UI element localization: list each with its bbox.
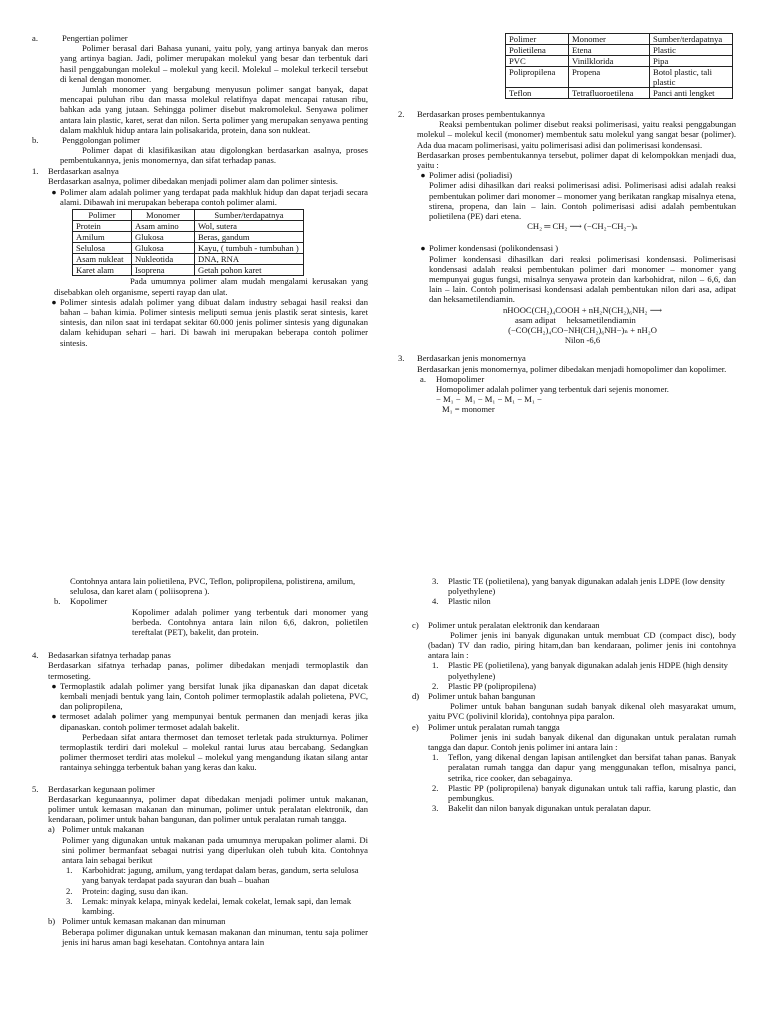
bottom-left-column bbox=[32, 576, 368, 948]
polimer-adisi-paragraph: Polimer adisi dihasilkan dari reaksi polimerisasi adisi. Polimerisasi adisi adalah reaksi pembentukan polimer dari monomer – monomer yang berikatan rangkap misalnya etena, stirena, propena, dan lain – lain. Contoh polimerisasi adisi adalah pembentukan polietilena (PE) dari etena. bbox=[429, 180, 736, 222]
table-cell: Glukosa bbox=[132, 243, 195, 254]
bullet-icon: ● bbox=[420, 243, 426, 254]
section-3-paragraph: Berdasarkan jenis monomernya, polimer dibedakan menjadi homopolimer dan kopolimer. bbox=[417, 363, 727, 374]
section-4-title: Bedasarkan sifatnya terhadap panas bbox=[48, 650, 171, 661]
table-cell: PVC bbox=[506, 56, 569, 67]
table-row bbox=[73, 221, 304, 232]
table-row bbox=[73, 243, 304, 254]
list-item bbox=[432, 576, 736, 596]
list-item-number: 3. bbox=[432, 803, 439, 814]
list-item-text: Lemak: minyak kelapa, minyak kedelai, lemak cokelat, lemak sapi, dan lemak kambing. bbox=[82, 895, 352, 917]
bullet-polimer-kondensasi-title: Polimer kondensasi (polikondensasi ) bbox=[429, 243, 559, 254]
table-row bbox=[73, 232, 304, 243]
list-item-text: Plastic PE (polietilena), yang banyak digunakan adalah jenis HDPE (high density polyethylene) bbox=[448, 660, 728, 681]
section-5-title: Berdasarkan kegunaan polimer bbox=[48, 783, 155, 794]
bullet-termoplastik-text: Termoplastik adalah polimer yang bersifat lunak jika dipanaskan dan dapat dicetak kembali menjadi bentuk yang lain, Contoh polimer termoplastik adalah polietena, PVC, dan polipropilena, bbox=[60, 680, 368, 712]
bullet-polimer-adisi bbox=[417, 170, 736, 180]
bullet-icon: ● bbox=[420, 170, 426, 181]
elektronik-title: Polimer untuk peralatan elektronik dan kendaraan bbox=[428, 619, 600, 630]
section-4-label: 4. bbox=[32, 650, 39, 661]
table-cell: Protein bbox=[73, 221, 132, 232]
list-item-number: 3. bbox=[66, 895, 73, 906]
list-item bbox=[428, 681, 736, 691]
section-2-paragraph-1: Reaksi pembentukan polimer disebut reaksi polimerisasi, yaitu reaksi penggabungan molekul – molekul kecil (monomer) membentuk satu molekul yang sangat besar (polimer). Ada dua macam polimerisasi, yaitu polimerisasi adisi dan polimerisasi kondensasi. bbox=[417, 119, 736, 150]
section-1-title: Berdasarkan asalnya bbox=[48, 165, 119, 176]
kemasan-label: b) bbox=[48, 916, 56, 927]
makanan-paragraph: Polimer yang digunakan untuk makanan pada umumnya merupakan polimer alami. Di sini polimer bermanfaat sebagai nutrisi yang diperlukan oleh tubuh kita. Contohnya antara lain sebagai berikut bbox=[62, 834, 368, 866]
section-4-paragraph: Berdasarkan sifatnya terhadap panas, polimer dibedakan menjadi termoplastik dan termoseting. bbox=[48, 660, 368, 681]
table-cell: Kayu, ( tumbuh - tumbuhan ) bbox=[195, 243, 304, 254]
table-header-row bbox=[73, 210, 304, 221]
table-cell: Tetrafluoroetilena bbox=[569, 88, 650, 99]
kopolimer-heading bbox=[32, 596, 368, 606]
bottom-right-column bbox=[412, 576, 736, 813]
section-a-title: Pengertian polimer bbox=[62, 33, 128, 43]
list-item-text: Plastic TE (polietilena), yang banyak digunakan adalah jenis LDPE (low density polyethylene) bbox=[448, 576, 725, 597]
section-a-paragraph-2: Jumlah monomer yang bergabung menyusun polimer sangat banyak, dapat mencapai puluhan ribu dan massa molekul relatifnya dapat mencapai ratusan ribu, bahkan ada yang jutaan. Sehingga polimer disebut makromolekul. Senyawa polimer antara lain plastic, karet, serat dan nilon. Serta polimer yang merupakan senyawa penting dalam makhluk hidup antara lain polisakarida, protein, dana son nukleat. bbox=[60, 84, 368, 135]
list-item-number: 1. bbox=[432, 752, 439, 763]
bangunan-paragraph: Polimer untuk bahan bangunan sudah banyak dikenal oleh masyarakat umum, yaitu PVC (polivinil klorida), contohnya pipa paralon. bbox=[428, 701, 736, 722]
table-header-cell: Sumber/terdapatnya bbox=[650, 34, 733, 45]
elektronik-paragraph: Polimer jenis ini banyak digunakan untuk membuat CD (compact disc), body (badan) TV dan radio, piring hitam,dan ban kendaraan, polimer jenis ini contohnya antara lain : bbox=[428, 629, 736, 661]
list-item bbox=[62, 886, 368, 896]
table-cell: Vinilklorida bbox=[569, 56, 650, 67]
elektronik-heading bbox=[412, 620, 736, 630]
list-item-number: 1. bbox=[432, 660, 439, 671]
bullet-termoplastik bbox=[48, 681, 368, 712]
homopolimer-title: Homopolimer bbox=[436, 373, 485, 384]
table-polimer-alam bbox=[72, 209, 304, 276]
list-item-number: 1. bbox=[66, 865, 73, 876]
top-right-column bbox=[398, 33, 736, 415]
list-item-number: 2. bbox=[432, 680, 439, 691]
section-5-paragraph: Berdasarkan kegunaannya, polimer dapat dibedakan menjadi polimer untuk makanan, polimer untuk kemasan makanan dan minuman, polimer untuk peralatan elektronik, dan kendaraan, polimer untuk bahan bangunan, dan polimer untuk peralatan rumah tangga. bbox=[48, 793, 368, 825]
bullet-icon: ● bbox=[51, 296, 57, 307]
table-header-cell: Monomer bbox=[132, 210, 195, 221]
list-item-text: Plastic PP (polipropilena) banyak digunakan untuk tali raffia, karung plastic, dan pembungkus. bbox=[448, 782, 736, 804]
polimer-kondensasi-equation-1: nHOOC(CH₂)₄COOH + nH₂N(CH₂)₆NH₂ ⟶ bbox=[502, 304, 663, 315]
section-b-paragraph: Polimer dapat di klasifikasikan atau digolongkan berdasarkan asalnya, proses pembentukannya, jenis monomernya, dan sifat terhadap panas. bbox=[60, 145, 368, 166]
section-2-paragraph-2: Berdasarkan proses pembentukannya tersebut, polimer dapat di kelompokkan menjadi dua, yaitu : bbox=[417, 149, 736, 171]
table-cell: Propena bbox=[569, 67, 650, 88]
list-item bbox=[432, 596, 736, 606]
kopolimer-label: b. bbox=[54, 596, 61, 607]
bullet-polimer-kondensasi bbox=[417, 243, 736, 253]
homopolimer-paragraph: Homopolimer adalah polimer yang terbentuk dari sejenis monomer. bbox=[436, 384, 669, 395]
elektronik-label: c) bbox=[412, 619, 419, 630]
polimer-kondensasi-equation-4: Nilon -6,6 bbox=[564, 335, 601, 346]
table-header-cell: Monomer bbox=[569, 34, 650, 45]
homopolimer-contoh: Contohnya antara lain polietilena, PVC, Teflon, polipropilena, polistirena, amilum, bbox=[70, 576, 356, 586]
list-item bbox=[62, 865, 368, 885]
table-cell: Botol plastic, tali plastic bbox=[650, 67, 733, 88]
section-1 bbox=[32, 166, 368, 176]
table-cell: Beras, gandum bbox=[195, 232, 304, 243]
table-cell: Selulosa bbox=[73, 243, 132, 254]
list-item-text: Karbohidrat: jagung, amilum, yang terdapat dalam beras, gandum, serta selulosa yang banyak terdapat pada sayuran dan buah – buahan bbox=[82, 865, 359, 886]
bullet-polimer-alam-text: Polimer alam adalah polimer yang terdapat pada makhluk hidup dan dapat terjadi secara alami. Dibawah ini merupakan beberapa contoh polimer alami. bbox=[60, 187, 368, 208]
bullet-icon: ● bbox=[51, 711, 57, 722]
table-cell: Karet alam bbox=[73, 265, 132, 276]
list-item-number: 3. bbox=[432, 576, 439, 586]
list-item bbox=[428, 660, 736, 680]
list-item-text: Bakelit dan nilon banyak digunakan untuk peralatan dapur. bbox=[448, 803, 651, 814]
list-item-number: 2. bbox=[66, 885, 73, 896]
kemasan-paragraph: Beberapa polimer digunakan untuk kemasan makanan dan minuman, tentu saja polimer jenis ini harus aman bagi kesehatan. Contohnya antara lain bbox=[62, 926, 368, 947]
homopolimer-heading bbox=[417, 374, 736, 384]
kopolimer-paragraph: Kopolimer adalah polimer yang terbentuk dari monomer yang berbeda. Contohnya antara lain nilon 6,6, dakron, polietilen tereftalat (PET), bakelit, dan protein. bbox=[132, 606, 368, 638]
polimer-kondensasi-paragraph: Polimer kondensasi dihasilkan dari reaksi polimerisasi kondensasi. Polimerisasi kondensasi adalah reaksi pembentukan polimer dari monomer – monomer yang mempunyai gugus fungsi, misalnya senyawa protein dan karbohidrat, nilon – 6,6, dan lain – lain. Contoh polimerisasi kondensasi adalah pembentukan nilon dari asa, adipat dan heksametilendiamin. bbox=[429, 253, 736, 305]
table-cell: Pipa bbox=[650, 56, 733, 67]
table-cell: Glukosa bbox=[132, 232, 195, 243]
bullet-polimer-adisi-title: Polimer adisi (poliadisi) bbox=[429, 170, 513, 181]
table-cell: Teflon bbox=[506, 88, 569, 99]
bangunan-heading bbox=[412, 691, 736, 701]
section-3-title: Berdasarkan jenis monomernya bbox=[417, 353, 526, 364]
table-cell: Panci anti lengket bbox=[650, 88, 733, 99]
list-item-text: Teflon, yang dikenal dengan lapisan antilengket dan bersifat tahan panas. Banyak peralatan rumah tangga dan dapur yang menggunakan teflon, misalnya panci, setrika, rice cooker, dan sebagainya. bbox=[448, 752, 736, 783]
list-item bbox=[428, 783, 736, 803]
bullet-icon: ● bbox=[51, 680, 57, 691]
table-header-row bbox=[506, 34, 733, 45]
section-2-label: 2. bbox=[398, 109, 405, 119]
table-header-cell: Polimer bbox=[73, 210, 132, 221]
table-polimer-sintesis bbox=[505, 33, 733, 99]
kopolimer-title: Kopolimer bbox=[70, 596, 108, 607]
list-item bbox=[428, 803, 736, 813]
bangunan-label: d) bbox=[412, 691, 420, 702]
polimer-kondensasi-equation-2: asam adipat heksametilendiamin bbox=[515, 314, 636, 325]
table-row bbox=[73, 265, 304, 276]
section-a-label: a. bbox=[32, 33, 38, 43]
section-2 bbox=[398, 109, 736, 119]
top-left-column bbox=[32, 33, 368, 348]
table-header-cell: Sumber/terdapatnya bbox=[195, 210, 304, 221]
bullet-icon: ● bbox=[51, 187, 57, 198]
bangunan-title: Polimer untuk bahan bangunan bbox=[428, 691, 536, 702]
table-cell: Etena bbox=[569, 45, 650, 56]
bullet-polimer-sintesis-text: Polimer sintesis adalah polimer yang dibuat dalam industry sebagai hasil reaksi dan bahan – bahan kimia. Polimer sintesis meliputi semua jenis plastik serat sintesis, karet sintesis, dan nilon saat ini terdapat sekitar 60.000 jenis polimer sintesis yang digunakan dalam kehidupan sehari – hari. Di bawah ini merupakan beberapa contoh polimer sintesis. bbox=[60, 296, 368, 348]
rumah-tangga-label: e) bbox=[412, 721, 419, 732]
termoset-paragraph: Perbedaan sifat antara thermoset dan temoset terletak pada strukturnya. Polimer termoplastik terdiri dari molekul – molekul rantai lurus atau bercabang. Sedangkan polimer thermoset terdiri atas molekul – molekul yang mengandung ikatan silang antar rantainya sehingga terbentuk bahan yang keras dan kaku. bbox=[60, 731, 368, 773]
table-cell: Isoprena bbox=[132, 265, 195, 276]
list-item-text: Protein: daging, susu dan ikan. bbox=[82, 885, 188, 896]
section-3-label: 3. bbox=[398, 353, 405, 364]
rumah-tangga-paragraph: Polimer jenis ini sudah banyak dikenal dan digunakan untuk peralatan rumah tangga dan dapur. Contoh jenis polimer ini antara lain : bbox=[428, 731, 736, 753]
table-row bbox=[506, 56, 733, 67]
list-item bbox=[62, 896, 368, 916]
bullet-termoset-text: termoset adalah polimer yang mempunyai bentuk permanen dan menjadi keras jika dipanaskan. contoh polimer termoset adalah bakelit. bbox=[60, 711, 368, 732]
section-1-paragraph: Berdasarkan asalnya, polimer dibedakan menjadi polimer alam dan polimer sintesis. bbox=[48, 175, 338, 186]
table-header-cell: Polimer bbox=[506, 34, 569, 45]
section-5-label: 5. bbox=[32, 783, 39, 794]
makanan-heading bbox=[48, 824, 368, 834]
rumah-tangga-heading bbox=[412, 722, 736, 732]
list-item-text: Plastic nilon bbox=[448, 596, 491, 607]
table-cell: Getah pohon karet bbox=[195, 265, 304, 276]
rumah-tangga-title: Polimer untuk peralatan rumah tangga bbox=[428, 721, 560, 732]
kemasan-heading bbox=[48, 916, 368, 926]
table-row bbox=[506, 45, 733, 56]
table-cell: Nukleotida bbox=[132, 254, 195, 265]
table-cell: Polietilena bbox=[506, 45, 569, 56]
table-row bbox=[506, 67, 733, 88]
polimer-alam-note: Pada umumnya polimer alam mudah mengalami kerusakan yang disebabkan oleh organisme, seperti rayap dan ulat. bbox=[54, 276, 368, 297]
list-item-number: 4. bbox=[432, 596, 439, 607]
polimer-kondensasi-equation-3: (−CO(CH₂)₄CO−NH(CH₂)₆NH−)ₙ + nH₂O bbox=[508, 325, 657, 336]
list-item-text: Plastic PP (polipropilena) bbox=[448, 680, 536, 691]
section-a-paragraph-1: Polimer berasal dari Bahasa yunani, yaitu poly, yang artinya banyak dan meros yang artinya bagian. Jadi, polimer merupakan molekul yang besar dan terbentuk dari hasil penggabungan molekul – molekul yang kecil. Molekul – molekul terkecil tersebut di kenal dengan monomer. bbox=[60, 43, 368, 84]
table-row bbox=[506, 88, 733, 99]
makanan-label: a) bbox=[48, 824, 55, 835]
section-1-label: 1. bbox=[32, 165, 39, 176]
section-a bbox=[32, 33, 368, 43]
section-4 bbox=[32, 650, 368, 660]
section-5 bbox=[32, 784, 368, 794]
table-cell: Amilum bbox=[73, 232, 132, 243]
section-b-title: Penggolongan polimer bbox=[62, 135, 141, 146]
homopolimer-equation: − M₁ − M₁ − M₁ − M₁ − M₁ − bbox=[436, 394, 542, 405]
table-cell: Asam nukleat bbox=[73, 254, 132, 265]
polimer-adisi-equation: CH₂ ═ CH₂ ⟶ (−CH₂−CH₂−)ₙ bbox=[527, 221, 638, 232]
list-item-number: 2. bbox=[432, 782, 439, 793]
list-item bbox=[428, 752, 736, 783]
section-b bbox=[32, 135, 368, 145]
table-cell: Asam amino bbox=[132, 221, 195, 232]
bullet-polimer-alam bbox=[48, 187, 368, 207]
kemasan-paragraph-wrap bbox=[48, 927, 368, 948]
table-cell: DNA, RNA bbox=[195, 254, 304, 265]
makanan-title: Polimer untuk makanan bbox=[62, 824, 145, 835]
section-3 bbox=[398, 353, 736, 363]
table-cell: Wol, sutera bbox=[195, 221, 304, 232]
table-cell: Polipropilena bbox=[506, 67, 569, 88]
bullet-termoset bbox=[48, 711, 368, 731]
homopolimer-contoh-cont: selulosa, dan karet alam ( poliisoprena ). bbox=[70, 586, 210, 597]
table-cell: Plastic bbox=[650, 45, 733, 56]
kemasan-title: Polimer untuk kemasan makanan dan minuman bbox=[62, 916, 226, 927]
homopolimer-label: a. bbox=[420, 373, 426, 384]
section-2-title: Berdasarkan proses pembentukannya bbox=[417, 109, 545, 119]
bullet-polimer-sintesis bbox=[48, 297, 368, 348]
homopolimer-definition: M₁ = monomer bbox=[442, 404, 495, 415]
section-b-label: b. bbox=[32, 135, 39, 146]
table-row bbox=[73, 254, 304, 265]
